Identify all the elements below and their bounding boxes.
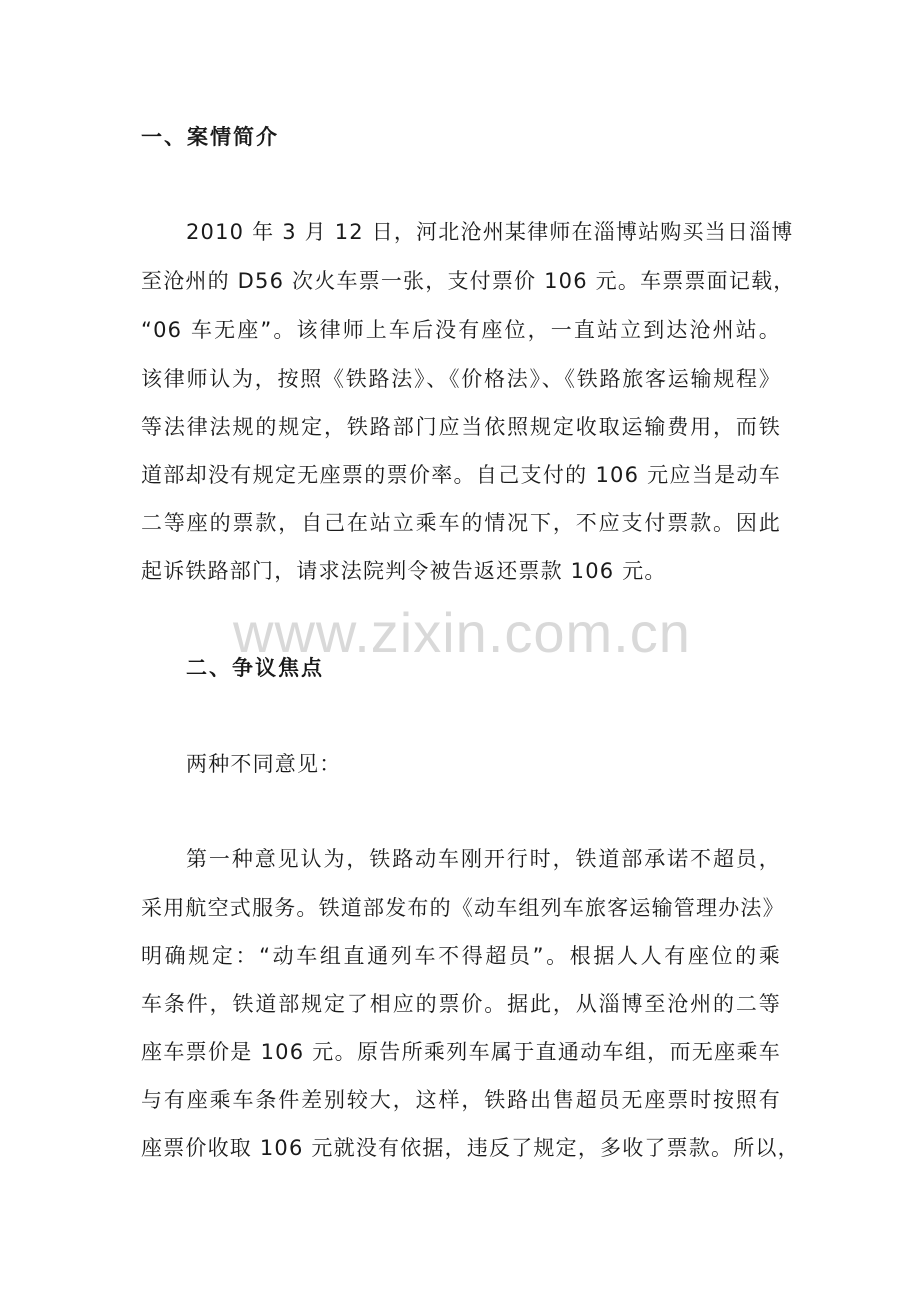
paragraph-line: 2010 年 3 月 12 日，河北沧州某律师在淄博站购买当日淄博 — [186, 220, 794, 244]
paragraph-line: 座车票价是 106 元。原告所乘列车属于直通动车组，而无座乘车 — [141, 1040, 781, 1064]
paragraph-line: 至沧州的 D56 次火车票一张，支付票价 106 元。车票票面记载， — [141, 269, 796, 293]
watermark: www.zixin.com.cn — [233, 601, 691, 664]
paragraph-line: 二等座的票款，自己在站立乘车的情况下，不应支付票款。因此 — [141, 511, 781, 535]
paragraph-line: 道部却没有规定无座票的票价率。自己支付的 106 元应当是动车 — [141, 463, 781, 487]
paragraph-line: 等法律法规的规定，铁路部门应当依照规定收取运输费用，而铁 — [141, 415, 781, 439]
paragraph-line: 该律师认为，按照《铁路法》、《价格法》、《铁路旅客运输规程》 — [141, 367, 781, 391]
paragraph-line: 座票价收取 106 元就没有依据，违反了规定，多收了票款。所以， — [141, 1136, 800, 1160]
intro-line: 两种不同意见： — [186, 752, 342, 776]
section-heading-dispute-focus: 二、争议焦点 — [186, 656, 324, 680]
paragraph-line: 起诉铁路部门，请求法院判令被告返还票款 106 元。 — [141, 559, 667, 583]
paragraph-line: 与有座乘车条件差别较大，这样，铁路出售超员无座票时按照有 — [141, 1088, 781, 1112]
paragraph-line: 采用航空式服务。铁道部发布的《动车组列车旅客运输管理办法》 — [141, 896, 785, 920]
paragraph-line: 第一种意见认为，铁路动车刚开行时，铁道部承诺不超员， — [186, 847, 781, 871]
paragraph-line: “06 车无座”。该律师上车后没有座位，一直站立到达沧州站。 — [141, 318, 781, 342]
paragraph-line: 车条件，铁道部规定了相应的票价。据此，从淄博至沧州的二等 — [141, 992, 781, 1016]
section-heading-case-summary: 一、案情简介 — [141, 125, 279, 149]
paragraph-line: 明确规定：“动车组直通列车不得超员”。根据人人有座位的乘 — [141, 944, 781, 968]
